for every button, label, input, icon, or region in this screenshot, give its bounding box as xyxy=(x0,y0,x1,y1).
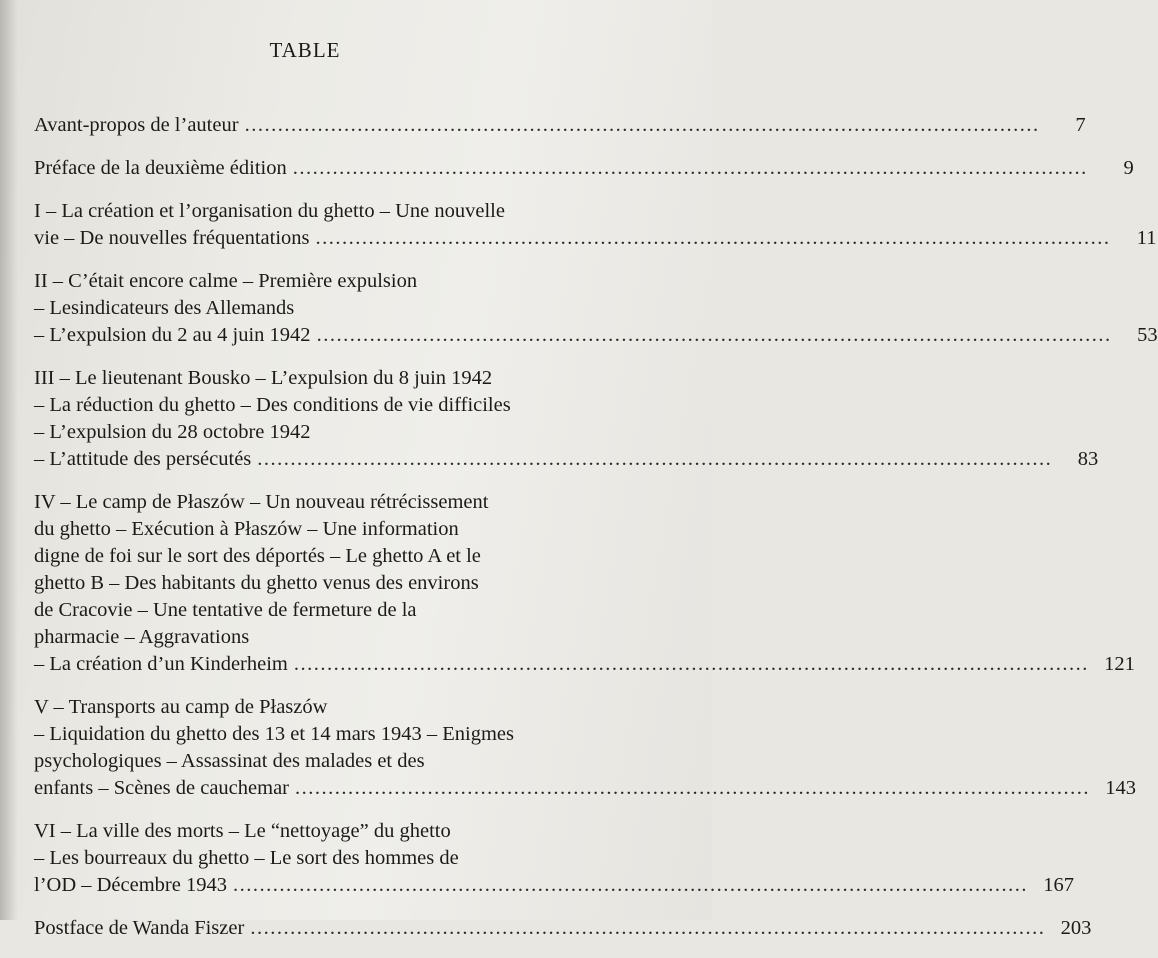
toc-entry xyxy=(34,155,1134,182)
leader-dots xyxy=(233,872,1028,899)
toc-entry-text: – Lesindicateurs des Allemands xyxy=(34,297,295,319)
toc-entry xyxy=(34,268,1158,349)
toc-page-number: 203 xyxy=(1060,917,1092,939)
table-of-contents xyxy=(34,112,1158,958)
toc-entry-text: enfants – Scènes de cauchemar xyxy=(34,777,289,799)
toc-entry-text: pharmacie – Aggravations xyxy=(34,626,250,648)
toc-entry-text: de Cracovie – Une tentative de fermeture de la xyxy=(34,599,417,621)
toc-entry xyxy=(34,112,1086,139)
toc-entry-text: – La réduction du ghetto – Des conditions de vie difficiles xyxy=(34,394,511,416)
toc-page-number: 121 xyxy=(1104,653,1135,675)
toc-entry-text: III – Le lieutenant Bousko – L’expulsion du 8 juin 1942 xyxy=(34,367,493,389)
toc-entry-text: – L’expulsion du 28 octobre 1942 xyxy=(34,421,311,443)
toc-entry-text: vie – De nouvelles fréquentations xyxy=(34,227,310,249)
toc-entry xyxy=(34,694,1136,802)
toc-entry-text: V – Transports au camp de Płaszów xyxy=(34,696,328,718)
toc-page-number: 7 xyxy=(1075,114,1086,136)
toc-entry-text: – Liquidation du ghetto des 13 et 14 mars 1943 – Enigmes xyxy=(34,723,514,745)
toc-page-number: 53 xyxy=(1137,324,1158,346)
toc-page-number: 167 xyxy=(1043,874,1074,896)
toc-page-number: 9 xyxy=(1123,157,1134,179)
toc-entry xyxy=(34,489,1135,678)
page-title: TABLE xyxy=(269,38,341,62)
leader-dots xyxy=(317,322,1112,349)
toc-entry xyxy=(34,915,1092,942)
page-gutter-shadow xyxy=(0,0,18,920)
toc-page-number: 83 xyxy=(1077,448,1099,470)
toc-entry-text: VI – La ville des morts – Le “nettoyage” du ghetto xyxy=(34,820,451,842)
leader-dots xyxy=(316,225,1111,252)
toc-page-number: 11 xyxy=(1136,227,1157,249)
toc-entry-text: du ghetto – Exécution à Płaszów – Une information xyxy=(34,518,459,540)
toc-entry-text: – L’expulsion du 2 au 4 juin 1942 xyxy=(34,324,311,346)
leader-dots xyxy=(293,155,1088,182)
toc-entry-text: Postface de Wanda Fiszer xyxy=(34,917,245,939)
leader-dots xyxy=(294,651,1089,678)
toc-entry-text: l’OD – Décembre 1943 xyxy=(34,874,227,896)
leader-dots xyxy=(250,915,1045,942)
toc-page-number: 143 xyxy=(1105,777,1136,799)
toc-entry xyxy=(34,818,1074,899)
toc-entry-text: digne de foi sur le sort des déportés – Le ghetto A et le xyxy=(34,545,481,567)
toc-entry-text: ghetto B – Des habitants du ghetto venus des environs xyxy=(34,572,479,594)
toc-entry-text: psychologiques – Assassinat des malades et des xyxy=(34,750,425,772)
toc-entry-text: – L’attitude des persécutés xyxy=(34,448,252,470)
toc-entry-text: – Les bourreaux du ghetto – Le sort des hommes de xyxy=(34,847,459,869)
leader-dots xyxy=(245,112,1040,139)
toc-entry-text: – La création d’un Kinderheim xyxy=(34,653,288,675)
toc-entry-text: IV – Le camp de Płaszów – Un nouveau rétrécissement xyxy=(34,491,489,513)
toc-entry xyxy=(34,198,1157,252)
toc-entry-text: I – La création et l’organisation du ghetto – Une nouvelle xyxy=(34,200,505,222)
toc-entry xyxy=(34,365,1099,473)
toc-entry-text: Préface de la deuxième édition xyxy=(34,157,287,179)
leader-dots xyxy=(295,775,1090,802)
leader-dots xyxy=(257,446,1052,473)
toc-entry-text: Avant-propos de l’auteur xyxy=(34,114,239,136)
toc-entry-text: II – C’était encore calme – Première expulsion xyxy=(34,270,418,292)
